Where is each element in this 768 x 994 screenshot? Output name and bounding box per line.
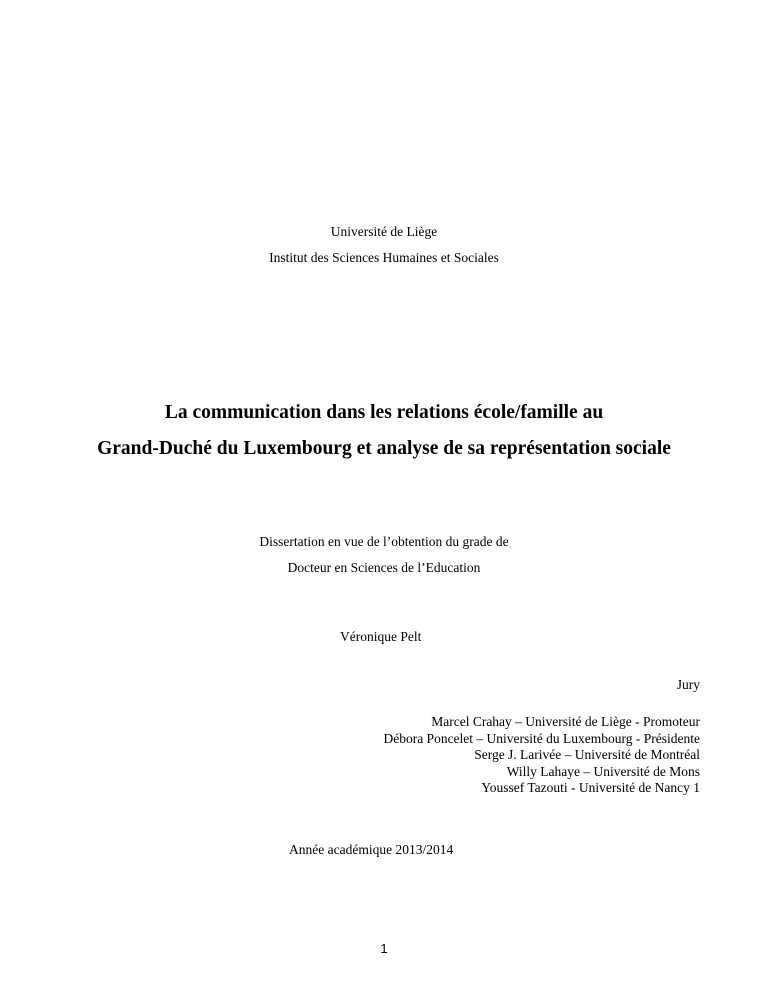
author-name: Véronique Pelt [340, 629, 422, 644]
jury-heading: Jury [676, 677, 700, 692]
academic-year: Année académique 2013/2014 [289, 842, 454, 857]
thesis-title-line-2: Grand-Duché du Luxembourg et analyse de sa représentation sociale [97, 438, 671, 459]
thesis-title-line-1: La communication dans les relations école/famille au [164, 402, 604, 423]
institute-name: Institut des Sciences Humaines et Sociales [269, 250, 499, 265]
jury-member: Youssef Tazouti - Université de Nancy 1 [481, 780, 700, 795]
jury-member: Marcel Crahay – Université de Liège - Promoteur [431, 714, 700, 729]
jury-members-list [383, 714, 700, 797]
jury-member: Débora Poncelet – Université du Luxembourg - Présidente [383, 730, 700, 746]
university-name: Université de Liège [330, 224, 438, 239]
degree-name: Docteur en Sciences de l’Education [287, 560, 481, 575]
page-number: 1 [380, 941, 388, 956]
dissertation-purpose: Dissertation en vue de l’obtention du grade de [259, 534, 509, 549]
jury-member: Serge J. Larivée – Université de Montréal [474, 747, 700, 762]
jury-member: Willy Lahaye – Université de Mons [506, 763, 700, 779]
